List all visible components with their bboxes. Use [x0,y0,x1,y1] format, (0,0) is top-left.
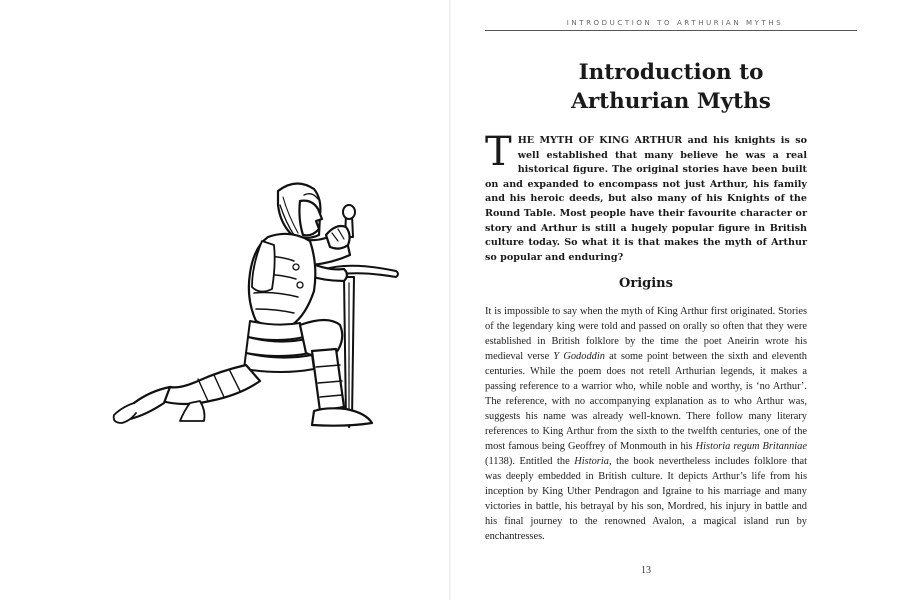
right-page [450,0,900,600]
body-paragraph [485,304,807,544]
header-rule [485,30,857,31]
chapter-title [485,58,857,116]
body-text-part-2: at some point between the sixth and eleventh centuries. While the poem does not retell Arthurian legends, it makes a passing reference to a warrior who, while noble and worthy, is ‘no Arthur’. The reference, with no accompanying explanation as to who Arthur was, suggests his name was already well-known. There follow many literary references to King Arthur from the sixth to the twelfth centuries, one of the most famous being Geoffrey of Monmouth in his [485,351,807,452]
body-text-part-1: It is impossible to say when the myth of King Arthur first originated. Stories of the legendary king were told and passed on orally so often that they were established in British folklore by the time the poet Aneirin wrote his medieval verse [485,306,807,362]
page-number: 13 [641,565,651,576]
chapter-title-line-2: Arthurian Myths [571,89,771,114]
intro-paragraph [485,129,807,265]
chapter-title-line-1: Introduction to [578,60,764,85]
body-text-part-4: , the book nevertheless includes folklore that was deeply embedded in British culture. It depicts Arthur’s life from his inception by King Uther Pendragon and Igraine to his marriage and many victories in battle, his betrayal by his son, Mordred, his injury in battle and his final journey to the renowned Avalon, a magical island run by enchantresses. [485,456,807,542]
kneeling-knight-with-sword-icon [100,175,420,435]
intro-text: HE MYTH OF KING ARTHUR and his knights is so well established that many believe he was a real historical figure. The original stories have been built on and expanded to encompass not just Arthur, his family and his heroic deeds, but also many of his Knights of the Round Table. Most people have their favourite character or story and Arthur is still a hugely popular figure in British culture today. So what it is that makes the myth of Arthur so popular and enduring? [485,135,807,263]
poem-title: Y Gododdin [553,351,605,362]
body-text-part-3: (1138). Entitled the [485,456,575,467]
drop-cap: T [485,129,512,175]
section-heading: Origins [619,276,673,291]
running-head: INTRODUCTION TO ARTHURIAN MYTHS [566,19,784,27]
short-work-title: Historia [574,456,609,467]
work-title: Historia regum Britanniae [695,441,807,452]
